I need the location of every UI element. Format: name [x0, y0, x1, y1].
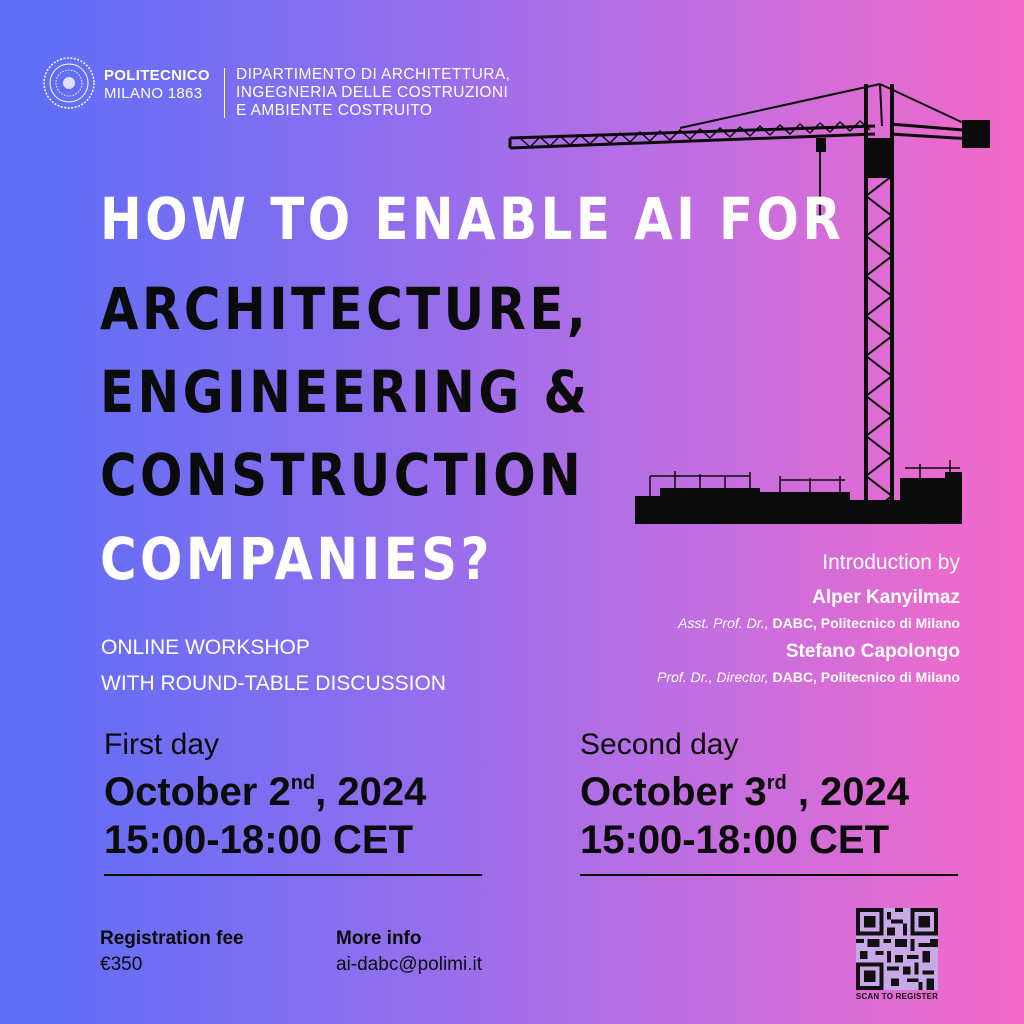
university-name-line2: MILANO 1863 — [104, 85, 203, 102]
day-label: First day — [104, 728, 220, 761]
day-date-prefix: October 3 — [580, 770, 767, 814]
first-day-block — [104, 728, 482, 876]
department-name — [236, 66, 510, 120]
introduction-section — [657, 550, 960, 688]
day-time: 15:00-18:00 CET — [580, 818, 890, 862]
politecnico-seal-logo — [42, 56, 96, 110]
day-date — [580, 768, 958, 816]
speaker-name: Stefano Capolongo — [785, 641, 960, 662]
speaker-role — [657, 612, 960, 634]
registration-fee-label: Registration fee — [100, 928, 244, 949]
day-label: Second day — [580, 728, 739, 761]
day-time: 15:00-18:00 CET — [104, 818, 414, 862]
department-line1: DIPARTIMENTO DI ARCHITETTURA, — [236, 66, 511, 83]
more-info-label: More info — [336, 928, 422, 949]
qr-caption: SCAN TO REGISTER — [855, 992, 939, 1001]
registration-fee-block — [100, 928, 244, 976]
title-line3: ENGINEERING & — [100, 358, 591, 426]
day-date-suffix: rd — [766, 772, 787, 794]
department-line2: INGEGNERIA DELLE COSTRUZIONI — [236, 84, 509, 101]
registration-qr-code[interactable] — [856, 908, 938, 990]
department-line3: E AMBIENTE COSTRUITO — [236, 102, 433, 119]
day-date — [104, 768, 482, 816]
day-underline — [580, 874, 958, 876]
speaker-role-title: Prof. Dr., Director, — [657, 669, 769, 685]
speaker-role-affiliation: DABC, Politecnico di Milano — [772, 615, 960, 631]
title-line1: HOW TO ENABLE AI FOR — [100, 185, 845, 253]
workshop-description — [101, 630, 446, 702]
title-line5: COMPANIES? — [100, 525, 493, 593]
header-divider — [224, 68, 225, 118]
contact-email[interactable]: ai-dabc@polimi.it — [336, 954, 483, 975]
university-name — [104, 67, 210, 103]
speaker-role — [657, 666, 960, 688]
university-name-line1: POLITECNICO — [104, 67, 210, 84]
day-date-year: , 2024 — [786, 770, 910, 814]
day-date-suffix: nd — [290, 772, 316, 794]
workshop-line1: ONLINE WORKSHOP — [101, 636, 310, 659]
speaker-role-title: Asst. Prof. Dr., — [678, 615, 769, 631]
speaker-name: Alper Kanyilmaz — [812, 587, 960, 608]
title-line4: CONSTRUCTION — [100, 441, 585, 509]
second-day-block — [580, 728, 958, 876]
day-date-prefix: October 2 — [104, 770, 291, 814]
registration-fee-value: €350 — [100, 954, 143, 975]
workshop-line2: WITH ROUND-TABLE DISCUSSION — [101, 672, 446, 695]
day-date-year: , 2024 — [315, 770, 427, 814]
day-underline — [104, 874, 482, 876]
title-line2: ARCHITECTURE, — [100, 275, 590, 343]
more-info-block — [336, 928, 482, 976]
speaker-role-affiliation: DABC, Politecnico di Milano — [772, 669, 960, 685]
introduction-label: Introduction by — [822, 551, 960, 574]
